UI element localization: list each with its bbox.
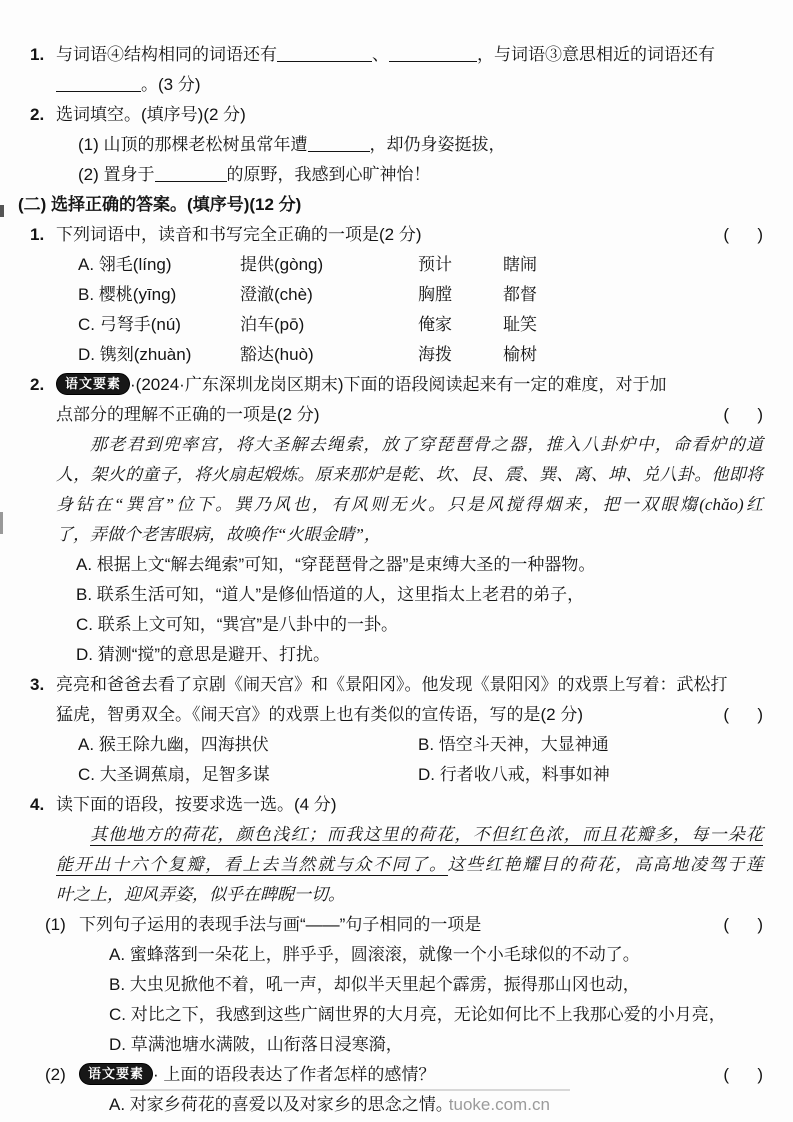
option-b: B. 悟空斗天神，大显神通 — [418, 735, 609, 754]
option-cell: 提供(gòng) — [240, 255, 324, 274]
option-row-d — [78, 340, 763, 370]
option-cell: 澄澈(chè) — [240, 285, 313, 304]
option-cell: 胸膛 — [418, 285, 452, 304]
passage-line — [56, 850, 763, 880]
option-cell: C. 弓弩手(nú) — [78, 315, 181, 334]
sub-item-2 — [78, 160, 763, 190]
question-number: 2. — [30, 375, 45, 394]
yuwen-yaosu-badge: 语文要素 — [56, 373, 130, 395]
question-1 — [30, 40, 763, 100]
sub-text: ，却仍身姿挺拔， — [369, 135, 506, 154]
scan-artifact — [0, 205, 4, 217]
sub-number: (2) — [45, 1065, 66, 1084]
section2-question-2 — [30, 370, 763, 670]
passage-line — [56, 820, 763, 850]
scan-artifact — [130, 1089, 570, 1091]
question-4-sub-1 — [45, 910, 763, 1060]
underlined-text: 其他地方的荷花，颜色浅红；而我这里的荷花，不但红色浓，而且花瓣多，每一朵花 — [90, 825, 763, 844]
reading-passage — [56, 430, 763, 550]
passage-line: 了，弄做个老害眼病，故唤作“火眼金睛”， — [56, 525, 381, 544]
blank-line — [308, 137, 370, 152]
answer-paren: ( ) — [723, 705, 763, 724]
option-cell: 俺家 — [418, 315, 452, 334]
option-row-a — [78, 250, 763, 280]
question-stem-continued — [56, 400, 763, 430]
option-cell: 瞎闹 — [503, 255, 537, 274]
section2-question-4 — [30, 790, 763, 910]
question-stem — [56, 220, 763, 250]
stem-text: 下列句子运用的表现手法与画“——”句子相同的一项是 — [79, 915, 482, 934]
question-number: 3. — [30, 675, 45, 694]
question-stem — [56, 370, 763, 400]
question-stem-continued — [56, 700, 763, 730]
passage-line: 人，架火的童子，将火扇起煅炼。原来那炉是乾、坎、艮、震、巽、离、坤、兑八卦。他即将 — [56, 465, 763, 484]
blank-line — [277, 47, 372, 62]
sub-text: 的原野，我感到心旷神怡！ — [226, 165, 431, 184]
passage-line: 叶之上，迎风弄姿，似乎在睥睨一切。 — [56, 885, 345, 904]
option-cell: 海拨 — [418, 345, 452, 364]
question-stem: 亮亮和爸爸去看了京剧《闹天宫》和《景阳冈》。他发现《景阳冈》的戏票上写着：武松打 — [56, 675, 728, 694]
option-c: C. 对比之下，我感到这些广阔世界的大月亮，无论如何比不上我那心爱的小月亮， — [109, 1005, 726, 1024]
option-a: A. 根据上文“解去绳索”可知，“穿琵琶骨之器”是束缚大圣的一种器物。 — [76, 555, 596, 574]
option-d: D. 行者收八戒，料事如神 — [418, 765, 610, 784]
stem-text: 、 — [372, 45, 389, 64]
sub-item-1 — [78, 130, 763, 160]
option-d: D. 猜测“搅”的意思是避开、打扰。 — [76, 645, 331, 664]
stem-text: 与词语④结构相同的词语还有 — [56, 45, 277, 64]
option-row-b — [78, 280, 763, 310]
sub-number: (1) — [45, 915, 66, 934]
option-c: C. 联系上文可知，“巽宫”是八卦中的一卦。 — [76, 615, 399, 634]
question-stem: 选词填空。(填序号)(2 分) — [56, 105, 246, 124]
option-cell: A. 翎毛(líng) — [78, 255, 172, 274]
score-text: 。(3 分) — [141, 75, 201, 94]
blank-line — [389, 47, 477, 62]
answer-paren: ( ) — [723, 225, 763, 244]
question-stem — [79, 1060, 763, 1090]
option-cell: 豁达(huò) — [240, 345, 314, 364]
blank-line — [56, 77, 141, 92]
stem-text: 点部分的理解不正确的一项是(2 分) — [56, 405, 320, 424]
option-row-c — [78, 310, 763, 340]
blank-line — [155, 167, 227, 182]
answer-paren: ( ) — [723, 915, 763, 934]
section-header: (二) 选择正确的答案。(填序号)(12 分) — [18, 195, 302, 214]
option-a — [109, 1090, 763, 1120]
sub-number: (2) — [78, 165, 99, 184]
question-stem: 读下面的语段，按要求选一选。(4 分) — [56, 795, 337, 814]
question-number: 1. — [30, 45, 45, 64]
option-text: A. 对家乡荷花的喜爱以及对家乡的思念之情。 — [109, 1095, 453, 1114]
question-number: 1. — [30, 225, 45, 244]
underlined-text: 能开出十六个复瓣，看上去当然就与众不同了。 — [56, 855, 448, 874]
option-cell: D. 镌刻(zhuàn) — [78, 345, 192, 364]
sub-text: 置身于 — [103, 165, 155, 184]
section2-question-1 — [30, 220, 763, 370]
watermark-text: tuoke.com.cn — [448, 1095, 550, 1114]
stem-text: ，与词语③意思相近的词语还有 — [477, 45, 715, 64]
option-cell: 预计 — [418, 255, 452, 274]
question-number: 4. — [30, 795, 45, 814]
question-stem — [56, 40, 763, 70]
option-b: B. 大虫见掀他不着，吼一声，却似半天里起个霹雳，振得那山冈也动， — [109, 975, 640, 994]
option-row-ab — [78, 730, 763, 760]
option-d: D. 草满池塘水满陂，山衔落日浸寒漪， — [109, 1035, 403, 1054]
option-cell: 榆树 — [503, 345, 537, 364]
option-row-cd — [78, 760, 763, 790]
section2-question-3 — [30, 670, 763, 790]
option-b: B. 联系生活可知，“道人”是修仙悟道的人，这里指太上老君的弟子， — [76, 585, 585, 604]
stem-text: 猛虎，智勇双全。《闹天宫》的戏票上也有类似的宣传语，写的是(2 分) — [56, 705, 583, 724]
option-c: C. 大圣调蕉扇，足智多谋 — [78, 765, 270, 784]
passage-line: 身钻在“巽宫”位下。巽乃风也，有风则无火。只是风搅得烟来，把一双眼煼(chǎo)红 — [56, 495, 763, 514]
option-cell: 泊车(pō) — [240, 315, 305, 334]
stem-text: 下列词语中，读音和书写完全正确的一项是(2 分) — [56, 225, 422, 244]
yuwen-yaosu-badge: 语文要素 — [79, 1063, 153, 1085]
scan-artifact — [0, 512, 3, 534]
passage-line: 那老君到兜率宫，将大圣解去绳索，放了穿琵琶骨之器，推入八卦炉中，命看炉的道 — [90, 435, 763, 454]
passage-text: 这些红艳耀目的荷花，高高地凌驾于莲 — [447, 855, 764, 874]
question-stem-continued — [56, 70, 763, 100]
option-cell: 耻笑 — [503, 315, 537, 334]
question-2 — [30, 100, 763, 190]
reading-passage — [56, 820, 763, 910]
question-number: 2. — [30, 105, 45, 124]
answer-paren: ( ) — [723, 405, 763, 424]
stem-text: · 上面的语段表达了作者怎样的感情？ — [153, 1065, 436, 1084]
question-stem — [79, 910, 763, 940]
option-a: A. 猴王除九幽，四海拱伏 — [78, 735, 269, 754]
answer-paren: ( ) — [723, 1065, 763, 1084]
option-cell: B. 樱桃(yīng) — [78, 285, 177, 304]
sub-text: 山顶的那棵老松树虽常年遭 — [103, 135, 308, 154]
option-cell: 都督 — [503, 285, 537, 304]
option-a: A. 蜜蜂落到一朵花上，胖乎乎，圆滚滚，就像一个小毛球似的不动了。 — [109, 945, 640, 964]
sub-number: (1) — [78, 135, 99, 154]
stem-text: ·(2024·广东深圳龙岗区期末)下面的语段阅读起来有一定的难度，对于加 — [130, 375, 667, 394]
